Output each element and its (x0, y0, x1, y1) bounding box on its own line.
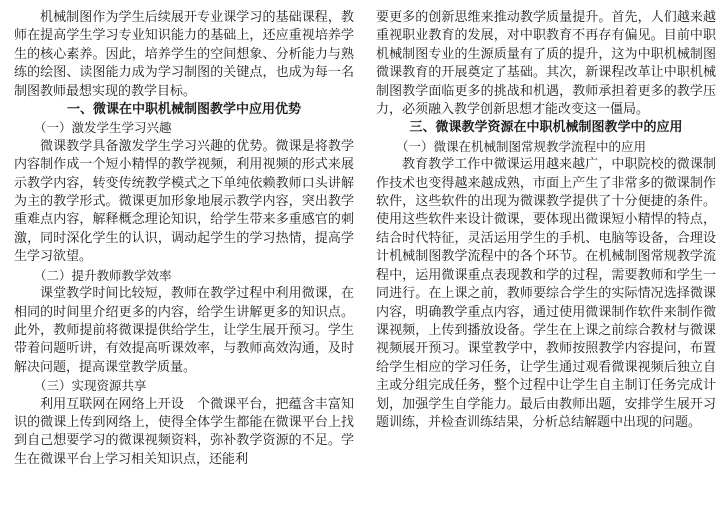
subsection-1-3-paragraph: 利用互联网在网络上开设 个微课平台，把蕴含丰富知识的微课上传到网络上，使得全体学生都能在微课平台上找到自己想要学习的微课视频资料，弥补教学资源的不足。学生在微课平台上学习相关知识点，还能利 (14, 396, 354, 467)
intro-paragraph: 机械制图作为学生后续展开专业课学习的基础课程，教师在提高学生学习专业知识能力的基础上，还应重视培养学生的核心素养。因此，培养学生的空间想象、分析能力与熟练的绘图、读图能力成为学习制图的关键点，也成为每一名制图教师最想实现的教学目标。 (14, 10, 354, 99)
subsection-3-1-paragraph: 教育教学工作中微课运用越来越广，中职院校的微课制作技术也变得越来越成熟，市面上产生了非常多的微课制作软件，这些软件的出现为微课教学提供了十分便捷的条件。使用这些软件来设计微课，要体现出微课短小精悍的特点，结合时代特征，灵活运用学生的手机、电脑等设备，合理设计机械制图教学流程中的各个环节。在机械制图常规教学流程中，运用微课重点表现教和学的过程，需要教师和学生一同进行。在上课之前，教师要综合学生的实际情况选择微课内容，明确教学重点内容，通过使用微课制作软件来制作微课视频，上传到播放设备。学生在上课之前综合教材与微课视频展开预习。课堂教学中，教师按照教学内容提问，布置给学生相应的学习任务，让学生通过观看微课视频后独立自主或分组完成任务，整个过程中让学生自主制订任务完成计划，加强学生自学能力。最后由教师出题，安排学生展开习题训练，并检查训练结果，分析总结解题中出现的问题。 (376, 157, 716, 430)
subsection-1-2-paragraph: 课堂教学时间比较短，教师在教学过程中利用微课，在相同的时间里介绍更多的内容，给学生讲解更多的知识点。此外，教师提前将微课提供给学生，让学生展开预习。学生带着问题听讲，有效提高听课效率，与教师高效沟通，及时解决问题，提高课堂教学质量。 (14, 286, 354, 375)
continued-paragraph: 要更多的创新思维来推动教学质量提升。首先，人们越来越重视职业教育的发展，对中职教育不再存有偏见。目前中职机械制图专业的生源质量有了质的提升，这为中职机械制图微课教育的开展奠定了基础。其次，新课程改革让中职机械制图教学面临更多的挑战和机遇，教师承担着更多的教学压力，必须融入教学创新思想才能改变这一僵局。 (376, 10, 716, 118)
left-column (14, 9, 354, 524)
section-heading-3: 三、微课教学资源在中职机械制图教学中的应用 (409, 120, 683, 136)
subsection-heading-1-3: （三）实现资源共享 (34, 378, 147, 394)
section-heading-1: 一、微课在中职机械制图教学中应用优势 (66, 102, 301, 118)
subsection-heading-1-1: （一）激发学生学习兴趣 (34, 120, 172, 136)
subsection-heading-3-1: （一）微课在机械制图常规教学流程中的应用 (396, 138, 647, 154)
subsection-1-1-paragraph: 微课教学具备激发学生学习兴趣的优势。微课是将教学内容制作成一个短小精悍的教学视频，利用视频的形式来展示教学内容，转变传统教学模式之下单纯依赖教师口头讲解为主的教学形式。微课更加形象地展示教学内容，突出教学重难点内容，解释概念理论知识，给学生带来多重感官的刺激，同时深化学生的认识，调动起学生的学习热情，提高学生学习欲望。 (14, 138, 354, 265)
subsection-heading-1-2: （二）提升教师教学效率 (34, 267, 172, 283)
right-column (376, 9, 716, 524)
